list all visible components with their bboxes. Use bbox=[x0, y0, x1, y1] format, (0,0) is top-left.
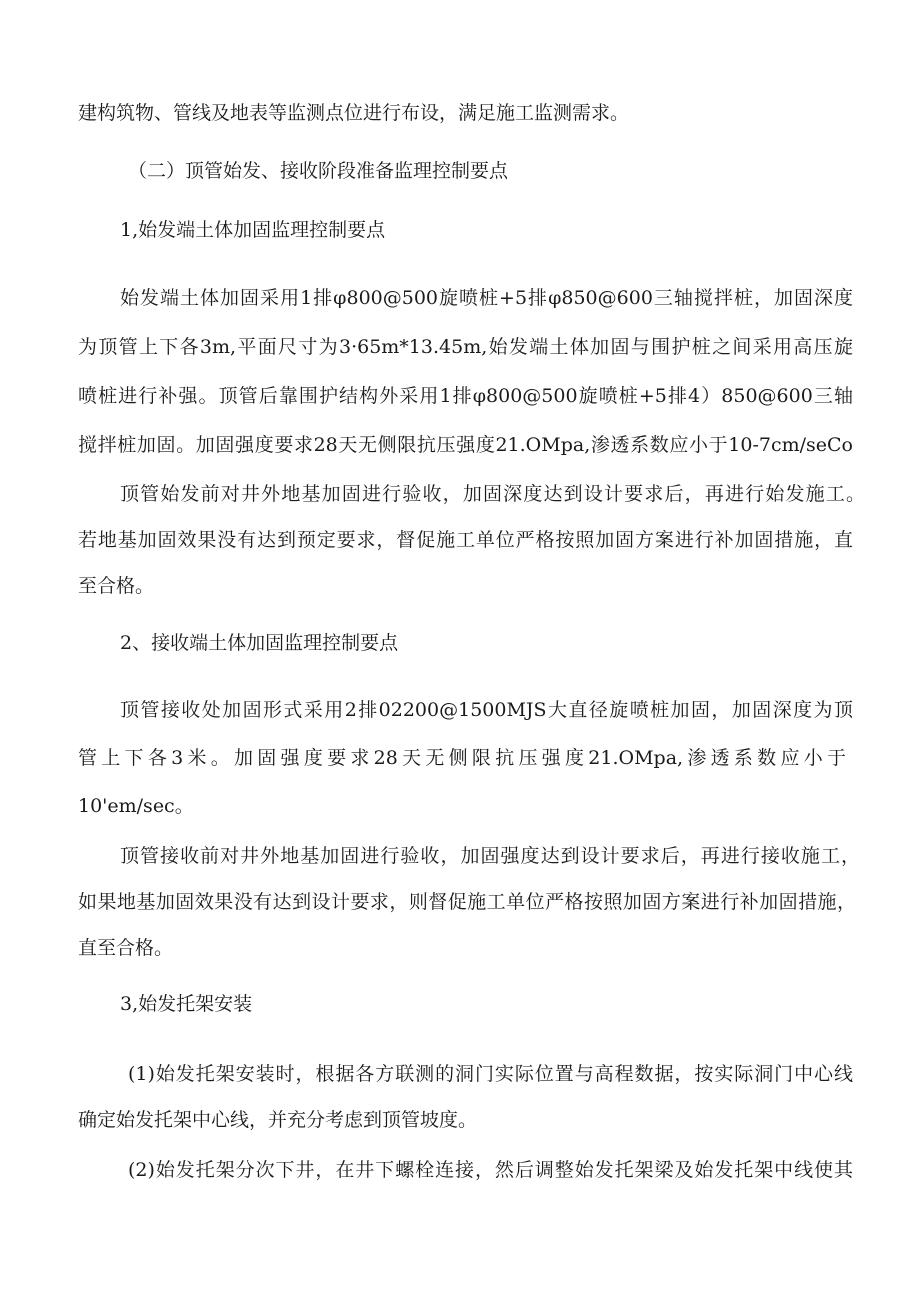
paragraph-line: 若地基加固效果没有达到预定要求，督促施工单位严格按照加固方案进行补加固措施，直 bbox=[78, 529, 853, 551]
subsection-heading: 2、接收端土体加固监理控制要点 bbox=[120, 632, 399, 654]
paragraph-line: 顶管始发前对井外地基加固进行验收，加固深度达到设计要求后，再进行始发施工。 bbox=[120, 483, 865, 505]
section-heading: （二）顶管始发、接收阶段准备监理控制要点 bbox=[128, 160, 509, 182]
paragraph-line: 搅拌桩加固。加固强度要求28天无侧限抗压强度21.OMpa,渗透系数应小于10-7cm/seCo bbox=[78, 434, 853, 456]
subsection-heading: 1,始发端土体加固监理控制要点 bbox=[120, 219, 386, 241]
paragraph-line: 为顶管上下各3m,平面尺寸为3·65m*13.45m,始发端土体加固与围护桩之间采用高压旋 bbox=[78, 336, 853, 358]
paragraph-line: 直至合格。 bbox=[78, 937, 174, 959]
paragraph-line: 建构筑物、管线及地表等监测点位进行布设，满足施工监测需求。 bbox=[78, 102, 630, 124]
paragraph-line: (1)始发托架安装时，根据各方联测的洞门实际位置与高程数据，按实际洞门中心线 bbox=[128, 1063, 853, 1085]
paragraph-line: 管上下各3米。加固强度要求28天无侧限抗压强度21.OMpa,渗透系数应小于 bbox=[78, 747, 846, 769]
paragraph-line: 如果地基加固效果没有达到设计要求，则督促施工单位严格按照加固方案进行补加固措施， bbox=[78, 891, 856, 913]
paragraph-line: 顶管接收处加固形式采用2排02200@1500MJS大直径旋喷桩加固，加固深度为顶 bbox=[120, 699, 853, 721]
paragraph-line: 喷桩进行补强。顶管后靠围护结构外采用1排φ800@500旋喷桩+5排4）850@600三轴 bbox=[78, 385, 853, 407]
paragraph-line: 始发端土体加固采用1排φ800@500旋喷桩+5排φ850@600三轴搅拌桩，加固深度 bbox=[120, 287, 853, 309]
paragraph-line: 10'em/sec。 bbox=[78, 795, 194, 817]
paragraph-line: (2)始发托架分次下井，在井下螺栓连接，然后调整始发托架梁及始发托架中线使其 bbox=[128, 1159, 853, 1181]
paragraph-line: 至合格。 bbox=[78, 575, 155, 597]
paragraph-line: 确定始发托架中心线，并充分考虑到顶管坡度。 bbox=[78, 1109, 478, 1131]
paragraph-line: 顶管接收前对井外地基加固进行验收，加固强度达到设计要求后，再进行接收施工， bbox=[120, 845, 860, 867]
subsection-heading: 3,始发托架安装 bbox=[120, 993, 253, 1015]
